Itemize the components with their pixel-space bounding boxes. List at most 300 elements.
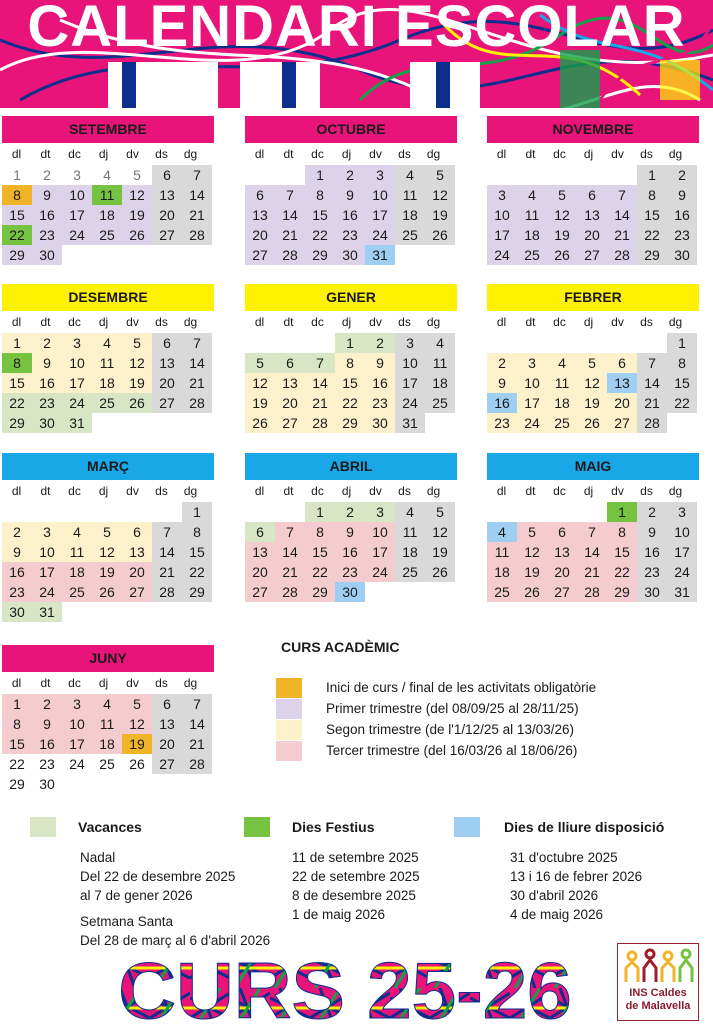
day-cell: 30 [32,245,62,265]
festius-line-4: 1 de maig 2026 [292,907,386,922]
day-cell: 24 [365,225,395,245]
day-cell: 2 [32,333,62,353]
day-cell: 18 [425,373,455,393]
day-cell: 12 [577,373,607,393]
day-cell: 17 [32,562,62,582]
month-novembre [487,116,699,305]
weekday-row [487,311,699,333]
weekday-label: dv [369,315,382,329]
weekday-label: dc [68,315,81,329]
day-cell: 5 [425,502,455,522]
day-cell: 14 [275,542,305,562]
day-cell: 22 [637,225,667,245]
weekday-label: dv [126,147,139,161]
day-cell: 4 [425,333,455,353]
day-cell: 3 [32,522,62,542]
day-cell: 20 [547,562,577,582]
weekday-label: dc [311,315,324,329]
day-cell: 19 [245,393,275,413]
day-cell: 28 [275,582,305,602]
month-setembre [2,116,214,305]
day-cell: 26 [517,582,547,602]
day-cell: 2 [335,165,365,185]
weekday-label: dc [68,676,81,690]
weekday-label: dv [126,484,139,498]
day-cell: 11 [92,714,122,734]
vacances-line-2: Del 22 de desembre 2025 [80,869,236,884]
weekday-label: dc [553,484,566,498]
day-cell: 16 [487,393,517,413]
day-cell: 15 [2,734,32,754]
weekday-label: dt [40,315,51,329]
page-title: CALENDARI ESCOLAR [27,0,686,59]
day-cell: 25 [487,582,517,602]
day-cell: 14 [305,373,335,393]
day-cell: 18 [92,373,122,393]
day-cell: 25 [395,562,425,582]
day-cell: 15 [667,373,697,393]
weekday-label: dv [611,484,624,498]
day-cell: 30 [32,413,62,433]
day-cell: 23 [32,225,62,245]
weekday-row [2,672,214,694]
weekday-label: dc [68,147,81,161]
day-grid [487,502,697,642]
weekday-label: dg [668,484,683,498]
day-cell: 13 [245,205,275,225]
day-cell: 24 [395,393,425,413]
weekday-label: dj [98,147,109,161]
day-cell: 11 [425,353,455,373]
day-cell: 12 [122,353,152,373]
weekday-row [2,480,214,502]
day-cell: 3 [667,502,697,522]
day-cell: 17 [517,393,547,413]
day-cell: 8 [335,353,365,373]
day-cell: 29 [335,413,365,433]
festius-line-3: 8 de desembre 2025 [292,888,416,903]
day-cell: 30 [637,582,667,602]
day-cell: 25 [517,245,547,265]
day-cell: 9 [637,522,667,542]
month-header: ABRIL [245,453,457,480]
weekday-label: ds [640,484,653,498]
day-cell: 14 [607,205,637,225]
weekday-label: dv [369,484,382,498]
day-cell: 14 [275,205,305,225]
day-cell: 27 [577,245,607,265]
day-cell: 25 [92,225,122,245]
day-cell: 7 [275,522,305,542]
day-cell: 16 [335,542,365,562]
school-logo [617,943,699,1021]
weekday-label: dg [668,147,683,161]
day-cell: 24 [365,562,395,582]
weekday-label: dt [525,147,536,161]
weekday-row [2,311,214,333]
day-cell: 4 [395,165,425,185]
day-cell: 17 [487,225,517,245]
day-cell: 30 [2,602,32,622]
day-cell: 21 [182,373,212,393]
day-cell: 31 [32,602,62,622]
day-cell: 16 [32,373,62,393]
day-cell: 12 [245,373,275,393]
weekday-row [487,480,699,502]
day-cell: 28 [305,413,335,433]
month-header: SETEMBRE [2,116,214,143]
day-cell: 2 [667,165,697,185]
month-febrer [487,284,699,473]
weekday-label: dl [11,484,22,498]
day-cell: 1 [13,167,21,183]
day-cell: 24 [487,245,517,265]
day-cell: 23 [335,225,365,245]
weekday-label: dl [254,315,265,329]
legend-t1-label: Primer trimestre (del 08/09/25 al 28/11/25) [326,701,579,716]
day-cell: 10 [517,373,547,393]
day-cell: 28 [577,582,607,602]
day-cell: 20 [152,734,182,754]
day-cell: 20 [245,225,275,245]
day-cell: 26 [547,245,577,265]
weekday-label: ds [640,315,653,329]
day-cell: 9 [2,542,32,562]
weekday-label: dj [341,315,352,329]
day-cell: 6 [607,353,637,373]
day-cell: 21 [275,225,305,245]
weekday-label: dj [341,484,352,498]
day-cell: 12 [92,542,122,562]
day-cell: 13 [607,373,637,393]
day-cell: 22 [305,562,335,582]
weekday-label: dg [183,676,198,690]
day-cell: 24 [62,393,92,413]
day-cell: 18 [395,205,425,225]
day-cell: 8 [2,353,32,373]
day-cell: 28 [637,413,667,433]
day-cell: 11 [517,205,547,225]
month-juny [2,645,214,834]
day-cell: 22 [667,393,697,413]
day-cell: 18 [92,205,122,225]
day-cell: 28 [275,245,305,265]
day-cell: 13 [275,373,305,393]
weekday-row [245,143,457,165]
day-cell: 3 [62,333,92,353]
day-cell: 5 [517,522,547,542]
day-cell: 27 [275,413,305,433]
day-cell: 23 [335,562,365,582]
day-grid [2,694,212,834]
weekday-label: dj [583,147,594,161]
weekday-label: dj [583,315,594,329]
weekday-label: dj [341,147,352,161]
day-cell: 17 [62,373,92,393]
day-cell: 30 [39,776,55,792]
day-cell: 31 [62,413,92,433]
day-cell: 9 [32,353,62,373]
day-cell: 28 [182,754,212,774]
day-cell: 20 [152,373,182,393]
day-cell: 6 [547,522,577,542]
title-banner [0,0,713,108]
day-cell: 6 [275,353,305,373]
day-cell: 8 [667,353,697,373]
weekday-label: dt [525,484,536,498]
day-cell: 10 [365,185,395,205]
vacances-line-1: Nadal [80,850,116,865]
curs-academic-title: CURS ACADÈMIC [281,639,400,655]
day-cell: 24 [517,413,547,433]
day-cell: 4 [547,353,577,373]
day-cell: 8 [305,185,335,205]
day-cell: 30 [667,245,697,265]
day-cell: 31 [365,245,395,265]
day-cell: 27 [245,245,275,265]
day-cell: 19 [577,393,607,413]
weekday-label: dg [426,147,441,161]
day-cell: 28 [607,245,637,265]
weekday-label: dg [183,315,198,329]
swatch-vacances [30,817,56,837]
day-cell: 20 [607,393,637,413]
day-cell: 12 [122,185,152,205]
day-cell: 14 [152,542,182,562]
day-cell: 2 [2,522,32,542]
day-cell: 25 [395,225,425,245]
day-cell: 19 [92,562,122,582]
day-cell: 3 [365,502,395,522]
weekday-label: dt [525,315,536,329]
day-cell: 29 [9,776,25,792]
day-cell: 21 [182,734,212,754]
day-cell: 29 [305,582,335,602]
day-cell: 21 [577,562,607,582]
day-grid [2,502,212,642]
day-cell: 9 [667,185,697,205]
day-cell: 23 [637,562,667,582]
school-name-line-2: de Malavella [625,1000,691,1012]
day-cell: 29 [2,413,32,433]
day-cell: 12 [425,185,455,205]
day-cell: 18 [395,542,425,562]
day-cell: 1 [2,333,32,353]
swatch-t1 [276,699,302,719]
weekday-label: dc [311,147,324,161]
day-cell: 30 [365,413,395,433]
month-marc [2,453,214,642]
day-cell: 9 [487,373,517,393]
day-cell: 16 [32,734,62,754]
day-cell: 24 [69,756,85,772]
day-cell: 4 [517,185,547,205]
day-cell: 11 [487,542,517,562]
swatch-t2 [276,720,302,740]
day-cell: 15 [305,542,335,562]
day-cell: 23 [2,582,32,602]
day-cell: 19 [122,205,152,225]
day-cell: 10 [395,353,425,373]
day-cell: 19 [547,225,577,245]
vacances-line-5: Del 28 de març al 6 d'abril 2026 [80,933,271,948]
weekday-label: dl [254,484,265,498]
day-cell: 10 [62,353,92,373]
day-cell: 12 [122,714,152,734]
day-cell: 21 [305,393,335,413]
day-cell: 4 [487,522,517,542]
day-cell: 1 [335,333,365,353]
weekday-label: dc [553,315,566,329]
festius-line-2: 22 de setembre 2025 [292,869,420,884]
day-cell: 20 [577,225,607,245]
day-cell: 23 [487,413,517,433]
day-cell: 11 [547,373,577,393]
day-cell: 20 [122,562,152,582]
day-cell: 17 [365,205,395,225]
day-cell: 15 [2,205,32,225]
day-cell: 6 [577,185,607,205]
day-cell: 27 [547,582,577,602]
day-cell: 18 [92,734,122,754]
swatch-t3 [276,741,302,761]
day-cell: 7 [182,165,212,185]
day-cell: 21 [607,225,637,245]
day-cell: 7 [152,522,182,542]
day-cell: 5 [425,165,455,185]
weekday-label: ds [155,147,168,161]
day-cell: 1 [182,502,212,522]
day-cell: 22 [607,562,637,582]
month-octubre [245,116,457,305]
lliure-line-3: 30 d'abril 2026 [510,888,599,903]
day-cell: 11 [62,542,92,562]
day-cell: 3 [517,353,547,373]
day-cell: 6 [245,185,275,205]
day-cell: 27 [152,754,182,774]
day-cell: 4 [103,167,111,183]
day-cell: 17 [395,373,425,393]
day-cell: 9 [365,353,395,373]
day-cell: 4 [92,694,122,714]
day-cell: 5 [122,694,152,714]
footer-title [110,948,580,1024]
day-cell: 13 [245,542,275,562]
day-cell: 22 [9,756,25,772]
weekday-label: dt [40,676,51,690]
day-cell: 6 [152,165,182,185]
day-cell: 3 [62,694,92,714]
month-abril [245,453,457,642]
day-grid [487,333,697,473]
weekday-label: dt [283,147,294,161]
day-cell: 13 [577,205,607,225]
day-cell: 28 [152,582,182,602]
day-cell: 2 [487,353,517,373]
footer-title-text: CURS 25-26 [118,948,572,1024]
day-cell: 10 [62,185,92,205]
weekday-label: dc [68,484,81,498]
day-cell: 16 [32,205,62,225]
day-cell: 30 [335,245,365,265]
day-cell: 10 [32,542,62,562]
day-cell: 24 [62,225,92,245]
weekday-label: ds [155,315,168,329]
day-cell: 27 [152,393,182,413]
day-cell: 5 [245,353,275,373]
day-cell: 20 [275,393,305,413]
month-header: JUNY [2,645,214,672]
day-cell: 26 [122,393,152,413]
day-cell: 15 [335,373,365,393]
day-cell: 14 [182,185,212,205]
day-cell: 25 [92,393,122,413]
weekday-label: dv [126,315,139,329]
day-cell: 17 [365,542,395,562]
day-cell: 21 [275,562,305,582]
day-cell: 14 [637,373,667,393]
day-cell: 6 [152,333,182,353]
day-cell: 20 [152,205,182,225]
festius-line-1: 11 de setembre 2025 [292,850,419,865]
day-cell: 15 [2,373,32,393]
day-cell: 24 [32,582,62,602]
day-cell: 7 [182,694,212,714]
month-header: DESEMBRE [2,284,214,311]
weekday-row [245,311,457,333]
weekday-label: dg [426,484,441,498]
day-cell: 5 [577,353,607,373]
lliure-line-2: 13 i 16 de febrer 2026 [510,869,643,884]
month-header: NOVEMBRE [487,116,699,143]
month-header: GENER [245,284,457,311]
day-cell: 7 [607,185,637,205]
day-cell: 26 [577,413,607,433]
day-grid [245,333,455,473]
day-cell: 11 [395,522,425,542]
day-cell: 19 [122,373,152,393]
day-cell: 7 [182,333,212,353]
day-cell: 19 [122,734,152,754]
day-cell: 9 [32,714,62,734]
swatch-lliure [454,817,480,837]
day-cell: 23 [32,393,62,413]
day-cell: 29 [637,245,667,265]
day-cell: 1 [305,165,335,185]
day-cell: 10 [487,205,517,225]
day-cell: 6 [245,522,275,542]
day-cell: 3 [73,167,81,183]
day-cell: 3 [487,185,517,205]
day-cell: 9 [335,185,365,205]
weekday-label: ds [155,676,168,690]
day-cell: 12 [547,205,577,225]
weekday-row [245,480,457,502]
day-cell: 27 [245,582,275,602]
weekday-label: ds [640,147,653,161]
day-cell: 31 [395,413,425,433]
day-cell: 1 [667,333,697,353]
weekday-row [487,143,699,165]
month-header: OCTUBRE [245,116,457,143]
day-cell: 13 [122,542,152,562]
day-cell: 15 [637,205,667,225]
day-cell: 31 [667,582,697,602]
day-cell: 22 [182,562,212,582]
day-cell: 14 [577,542,607,562]
day-cell: 18 [547,393,577,413]
school-name [618,987,698,1013]
